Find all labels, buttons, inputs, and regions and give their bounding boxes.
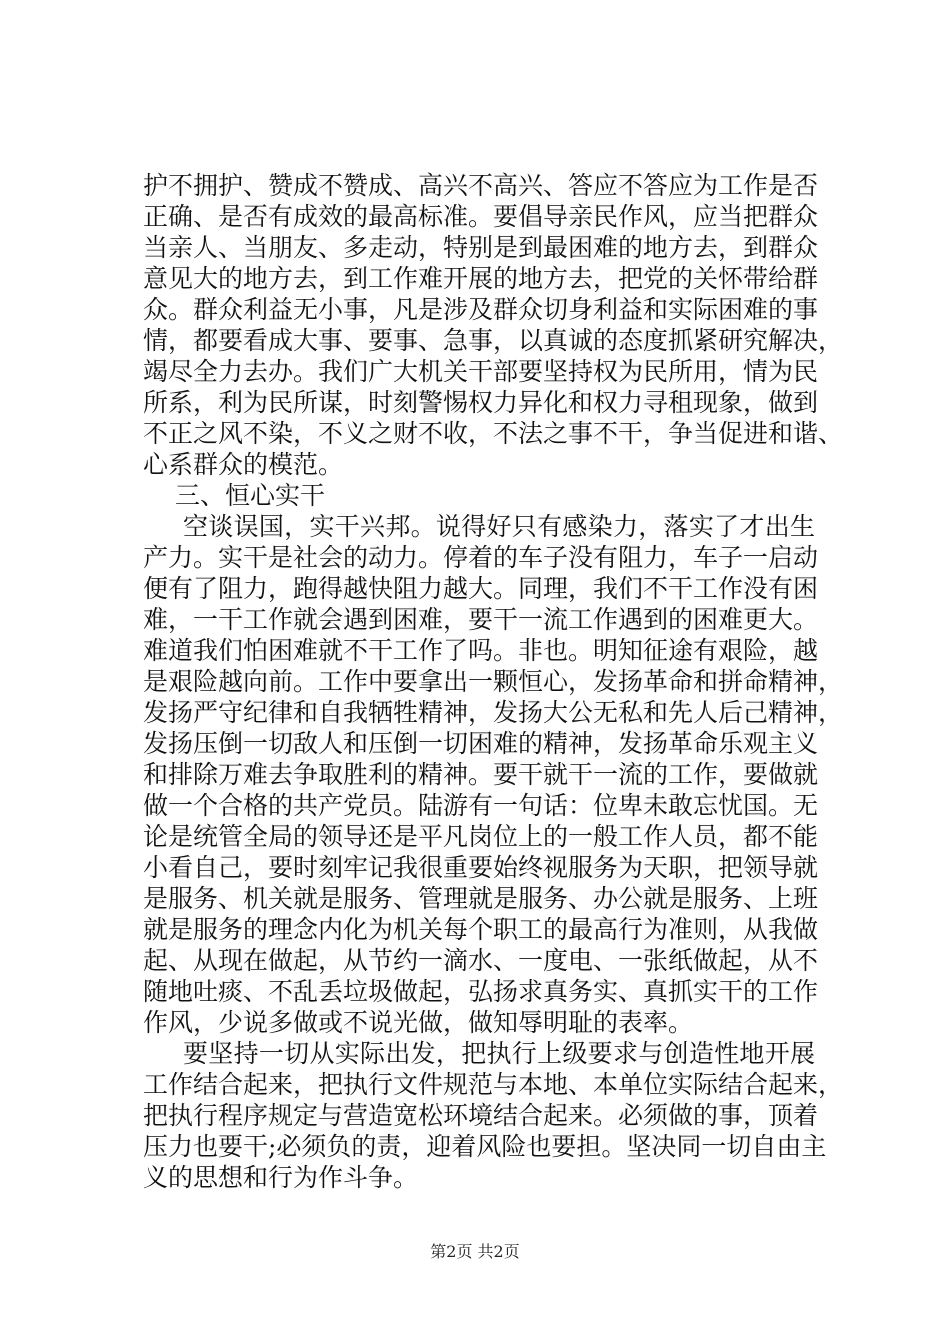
text-line: 心系群众的模范。 <box>143 450 344 479</box>
paragraph-1 <box>143 170 844 480</box>
text-line: 小看自己，要时刻牢记我很重要始终视服务为天职，把领导就 <box>143 853 819 882</box>
text-line: 意见大的地方去，到工作难开展的地方去，把党的关怀带给群 <box>143 264 819 293</box>
document-body <box>143 170 844 1193</box>
text-line: 发扬压倒一切敌人和压倒一切困难的精神，发扬革命乐观主义 <box>143 729 819 758</box>
text-line: 情，都要看成大事、要事、急事，以真诚的态度抓紧研究解决， <box>143 326 844 355</box>
text-line: 就是服务的理念内化为机关每个职工的最高行为准则，从我做 <box>143 915 819 944</box>
text-line: 护不拥护、赞成不赞成、高兴不高兴、答应不答应为工作是否 <box>143 171 819 200</box>
page-number-footer: 第2页 共2页 <box>430 1242 520 1261</box>
text-line: 发扬严守纪律和自我牺牲精神，发扬大公无私和先人后己精神， <box>143 698 844 727</box>
text-line: 不正之风不染，不义之财不收，不法之事不干，争当促进和谐、 <box>143 419 844 448</box>
text-line: 做一个合格的共产党员。陆游有一句话：位卑未敢忘忧国。无 <box>143 791 819 820</box>
text-line: 空谈误国，实干兴邦。说得好只有感染力，落实了才出生 <box>183 512 815 541</box>
text-line: 作风，少说多做或不说光做，做知辱明耻的表率。 <box>143 1008 694 1037</box>
text-line: 要坚持一切从实际出发，把执行上级要求与创造性地开展 <box>183 1039 815 1068</box>
text-line: 便有了阻力，跑得越快阻力越大。同理，我们不干工作没有困 <box>143 574 819 603</box>
text-line: 所系，利为民所谋，时刻警惕权力异化和权力寻租现象，做到 <box>143 388 819 417</box>
text-line: 随地吐痰、不乱丢垃圾做起，弘扬求真务实、真抓实干的工作 <box>143 977 819 1006</box>
text-line: 和排除万难去争取胜利的精神。要干就干一流的工作，要做就 <box>143 760 819 789</box>
text-line: 压力也要干;必须负的责，迎着风险也要担。坚决同一切自由主 <box>143 1132 827 1161</box>
paragraph-3 <box>143 1038 844 1193</box>
paragraph-2 <box>143 511 844 1038</box>
section-heading: 三、恒心实干 <box>175 481 326 510</box>
text-line: 论是统管全局的领导还是平凡岗位上的一般工作人员，都不能 <box>143 822 819 851</box>
text-line: 正确、是否有成效的最高标准。要倡导亲民作风，应当把群众 <box>143 202 819 231</box>
text-line: 是服务、机关就是服务、管理就是服务、办公就是服务、上班 <box>143 884 819 913</box>
text-line: 工作结合起来，把执行文件规范与本地、本单位实际结合起来， <box>143 1070 844 1099</box>
text-line: 竭尽全力去办。我们广大机关干部要坚持权为民所用，情为民 <box>143 357 819 386</box>
text-line: 当亲人、当朋友、多走动，特别是到最困难的地方去，到群众 <box>143 233 819 262</box>
text-line: 义的思想和行为作斗争。 <box>143 1163 419 1192</box>
text-line: 是艰险越向前。工作中要拿出一颗恒心，发扬革命和拼命精神， <box>143 667 844 696</box>
text-line: 难，一干工作就会遇到困难，要干一流工作遇到的困难更大。 <box>143 605 819 634</box>
text-line: 把执行程序规定与营造宽松环境结合起来。必须做的事，顶着 <box>143 1101 819 1130</box>
text-line: 众。群众利益无小事，凡是涉及群众切身利益和实际困难的事 <box>143 295 819 324</box>
text-line: 难道我们怕困难就不干工作了吗。非也。明知征途有艰险，越 <box>143 636 819 665</box>
text-line: 起、从现在做起，从节约一滴水、一度电、一张纸做起，从不 <box>143 946 819 975</box>
text-line: 产力。实干是社会的动力。停着的车子没有阻力，车子一启动 <box>143 543 819 572</box>
